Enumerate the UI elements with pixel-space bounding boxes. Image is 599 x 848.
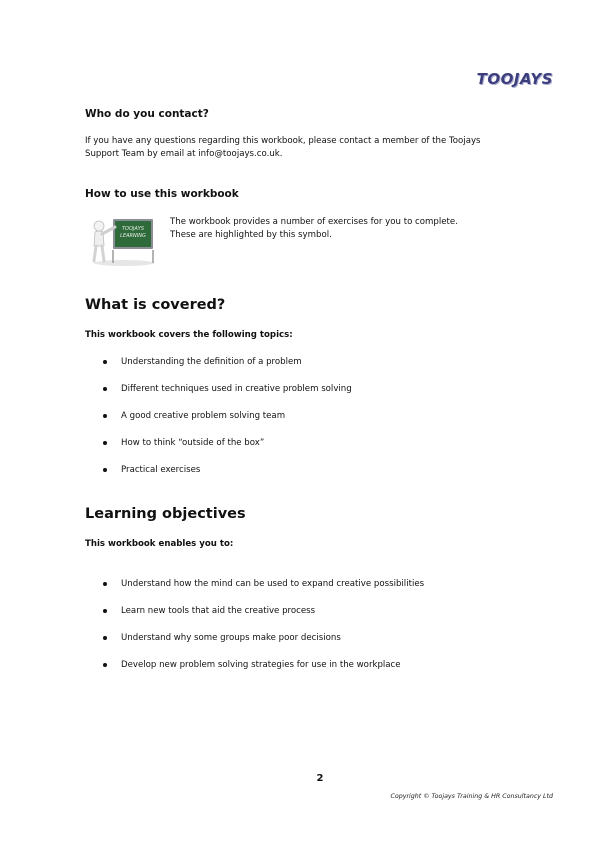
bullet-icon — [103, 636, 107, 640]
objectives-list — [103, 578, 424, 686]
exercise-symbol-icon — [88, 213, 156, 269]
objectives-intro: This workbook enables you to: — [85, 539, 234, 549]
list-item-text: Understand why some groups make poor decisions — [121, 633, 341, 643]
list-item-text: Develop new problem solving strategies for use in the workplace — [121, 660, 401, 670]
bullet-icon — [103, 582, 107, 586]
copyright-notice: Copyright © Toojays Training & HR Consultancy Ltd — [390, 793, 553, 800]
list-item — [103, 356, 352, 383]
list-item — [103, 605, 424, 632]
page-number: 2 — [316, 773, 324, 784]
list-item — [103, 464, 352, 491]
covered-topics-list — [103, 356, 352, 491]
list-item-text: A good creative problem solving team — [121, 411, 286, 421]
bullet-icon — [103, 663, 107, 667]
list-item — [103, 632, 424, 659]
list-item — [103, 437, 352, 464]
list-item-text: Learn new tools that aid the creative process — [121, 606, 316, 616]
bullet-icon — [103, 360, 107, 364]
board-text-line-1: TOOJAYS — [121, 226, 145, 232]
how-to-use-line-1: The workbook provides a number of exercises for you to complete. — [170, 217, 458, 227]
bullet-icon — [103, 414, 107, 418]
list-item — [103, 659, 424, 686]
bullet-icon — [103, 387, 107, 391]
list-item-text: Understanding the definition of a problem — [121, 357, 302, 367]
bullet-icon — [103, 441, 107, 445]
list-item-text: Understand how the mind can be used to expand creative possibilities — [121, 579, 425, 589]
list-item — [103, 410, 352, 437]
contact-line-1: If you have any questions regarding this workbook, please contact a member of the Toojays — [85, 136, 481, 146]
bullet-icon — [103, 468, 107, 472]
what-is-covered-heading: What is covered? — [85, 297, 226, 313]
toojays-logo: TOOJAYS — [476, 70, 553, 88]
learning-objectives-heading: Learning objectives — [85, 506, 246, 522]
covered-intro: This workbook covers the following topics: — [85, 330, 293, 340]
how-to-use-heading: How to use this workbook — [85, 188, 239, 200]
how-to-use-paragraph — [170, 216, 458, 242]
board-text-line-2: LEARNING — [120, 233, 146, 239]
list-item — [103, 383, 352, 410]
contact-line-2: Support Team by email at info@toojays.co.uk. — [85, 149, 283, 159]
list-item-text: How to think “outside of the box” — [121, 438, 265, 448]
list-item-text: Different techniques used in creative problem solving — [121, 384, 352, 394]
bullet-icon — [103, 609, 107, 613]
list-item-text: Practical exercises — [121, 465, 201, 475]
contact-heading: Who do you contact? — [85, 108, 209, 120]
contact-paragraph — [85, 135, 481, 161]
list-item — [103, 578, 424, 605]
how-to-use-line-2: These are highlighted by this symbol. — [170, 230, 332, 240]
